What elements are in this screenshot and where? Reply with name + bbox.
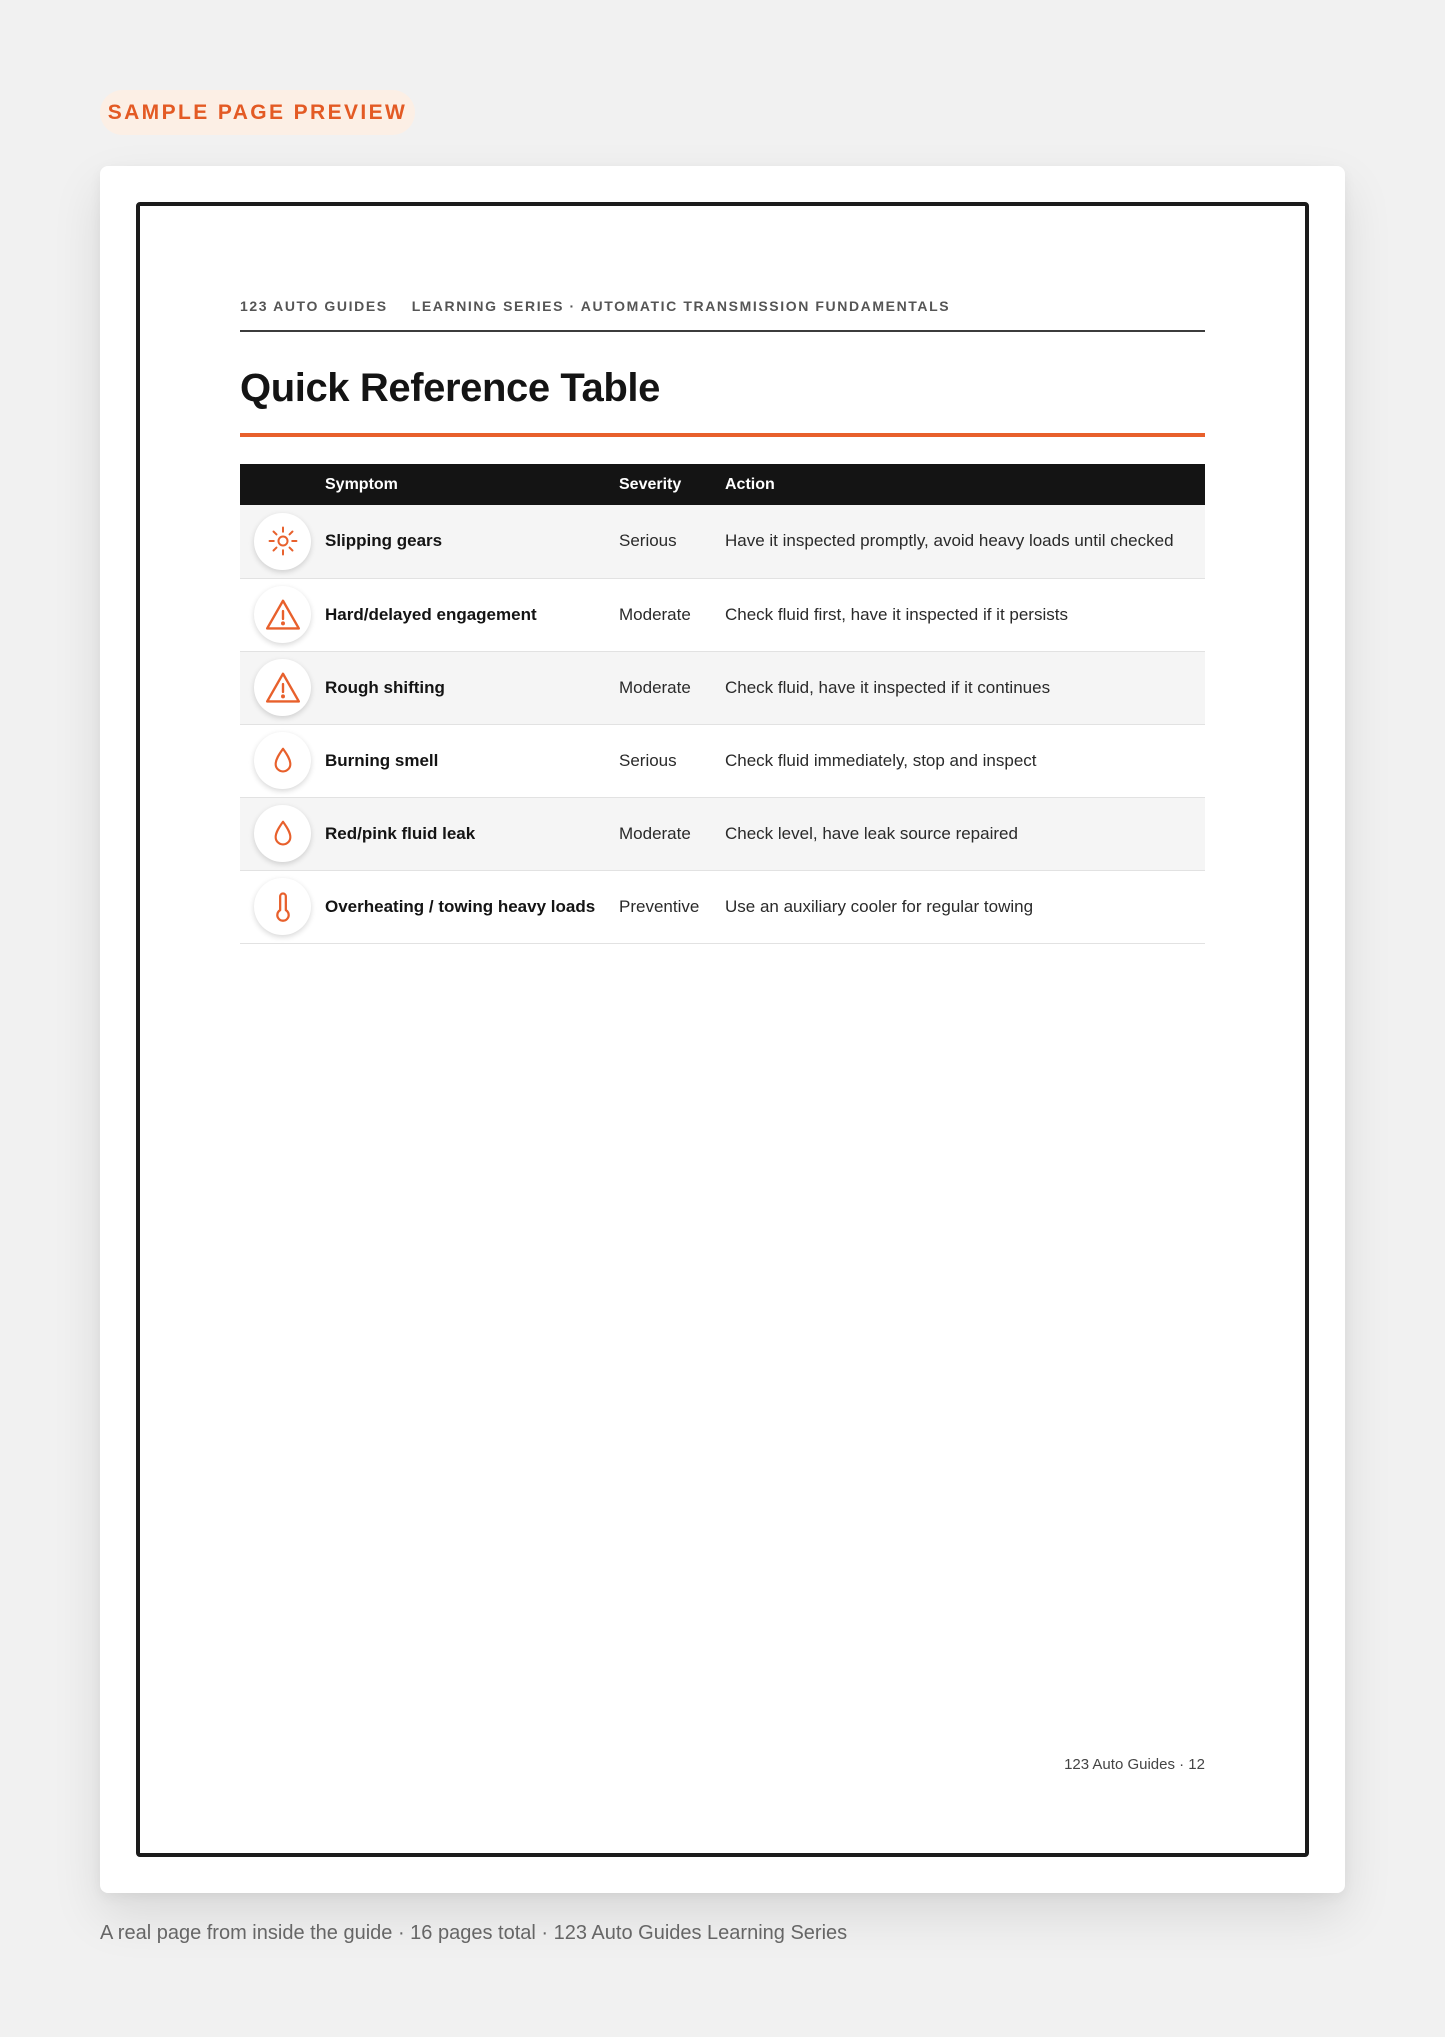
action-cell: Check fluid first, have it inspected if it persists bbox=[725, 578, 1205, 651]
header-symptom: Symptom bbox=[325, 464, 619, 505]
page-title: Quick Reference Table bbox=[240, 366, 660, 410]
table-row bbox=[240, 797, 1205, 870]
table-row bbox=[240, 870, 1205, 943]
running-head bbox=[240, 298, 1205, 332]
symptom-cell: Red/pink fluid leak bbox=[325, 797, 619, 870]
severity-cell: Moderate bbox=[619, 797, 725, 870]
running-head-brand: 123 AUTO GUIDES bbox=[240, 298, 388, 314]
action-cell: Use an auxiliary cooler for regular towing bbox=[725, 870, 1205, 943]
severity-cell: Moderate bbox=[619, 578, 725, 651]
header-severity: Severity bbox=[619, 464, 725, 505]
running-head-series: LEARNING SERIES · AUTOMATIC TRANSMISSION FUNDAMENTALS bbox=[411, 298, 951, 314]
warning-icon bbox=[254, 586, 311, 643]
preview-caption: A real page from inside the guide · 16 pages total · 123 Auto Guides Learning Series bbox=[100, 1922, 848, 1944]
warning-icon bbox=[254, 659, 311, 716]
symptom-cell: Rough shifting bbox=[325, 651, 619, 724]
symptom-cell: Burning smell bbox=[325, 724, 619, 797]
header-action: Action bbox=[725, 464, 1205, 505]
quick-reference-table bbox=[240, 464, 1205, 944]
droplet-icon bbox=[254, 732, 311, 789]
table-row bbox=[240, 651, 1205, 724]
table-row bbox=[240, 724, 1205, 797]
symptom-cell: Slipping gears bbox=[325, 505, 619, 578]
action-cell: Check fluid immediately, stop and inspect bbox=[725, 724, 1205, 797]
droplet-icon bbox=[254, 805, 311, 862]
severity-cell: Serious bbox=[619, 724, 725, 797]
header-icon-column bbox=[240, 464, 325, 505]
thermometer-icon bbox=[254, 878, 311, 935]
gear-icon bbox=[254, 513, 311, 570]
table-row bbox=[240, 578, 1205, 651]
table-header-row bbox=[240, 464, 1205, 505]
severity-cell: Preventive bbox=[619, 870, 725, 943]
action-cell: Check fluid, have it inspected if it continues bbox=[725, 651, 1205, 724]
page-footer: 123 Auto Guides · 12 bbox=[1064, 1756, 1205, 1773]
table-row bbox=[240, 505, 1205, 578]
symptom-cell: Hard/delayed engagement bbox=[325, 578, 619, 651]
title-accent-rule bbox=[240, 433, 1205, 437]
symptom-cell: Overheating / towing heavy loads bbox=[325, 870, 619, 943]
action-cell: Have it inspected promptly, avoid heavy loads until checked bbox=[725, 505, 1205, 578]
severity-cell: Moderate bbox=[619, 651, 725, 724]
guide-page bbox=[136, 202, 1309, 1857]
severity-cell: Serious bbox=[619, 505, 725, 578]
sample-preview-badge: SAMPLE PAGE PREVIEW bbox=[100, 90, 415, 135]
action-cell: Check level, have leak source repaired bbox=[725, 797, 1205, 870]
